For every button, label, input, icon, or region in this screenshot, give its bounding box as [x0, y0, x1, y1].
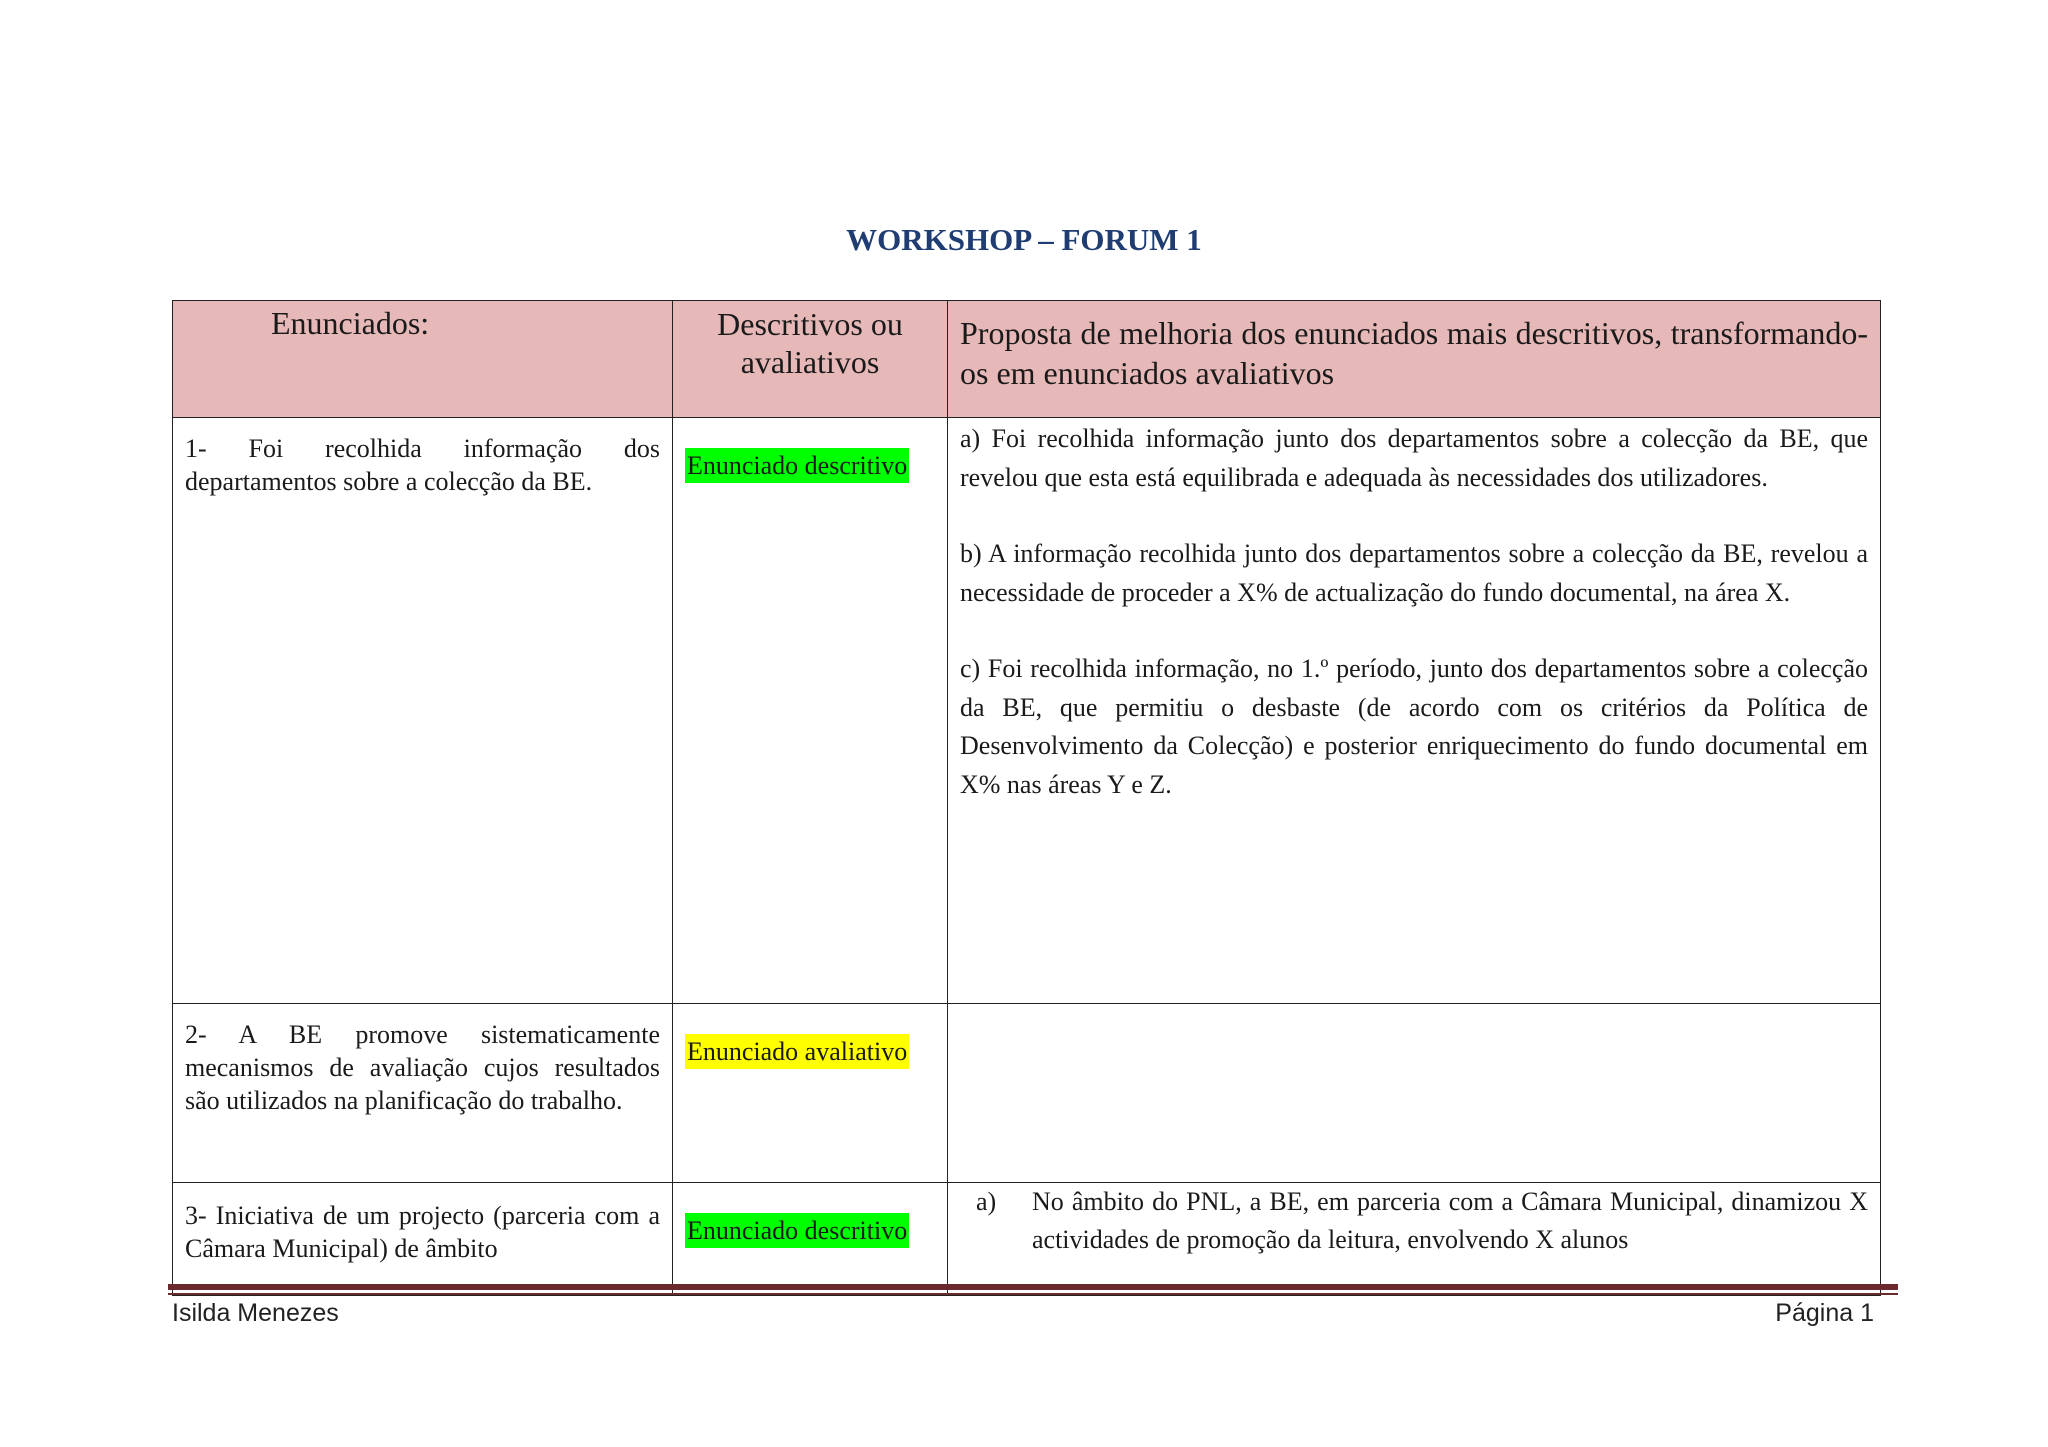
proposal-cell	[948, 1183, 1881, 1296]
proposal-cell	[948, 418, 1881, 1004]
header-enunciados: Enunciados:	[173, 301, 673, 418]
classification-highlight: Enunciado avaliativo	[685, 1034, 909, 1069]
proposal-c: c) Foi recolhida informação, no 1.º período, junto dos departamentos sobre a colecção da BE, que permitiu o desbaste (de acordo com os critérios da Política de Desenvolvimento da Colecção) e posterior enriquecimento do fundo documental em X% nas áreas Y e Z.	[960, 654, 1868, 799]
list-label: a)	[976, 1187, 997, 1216]
statement-cell: 2- A BE promove sistematicamente mecanismos de avaliação cujos resultados são utilizados na planificação do trabalho.	[173, 1004, 673, 1183]
classification-cell	[673, 418, 948, 1004]
table-row	[173, 418, 1881, 1004]
classification-cell	[673, 1004, 948, 1183]
footer-page-number: Página 1	[1775, 1299, 1874, 1327]
table-header-row	[173, 301, 1881, 418]
statement-cell	[173, 1183, 673, 1296]
forum-table	[172, 300, 1881, 1296]
classification-highlight: Enunciado descritivo	[685, 448, 909, 483]
proposal-list-item	[948, 1183, 1880, 1259]
document-title: WORKSHOP – FORUM 1	[846, 222, 1202, 257]
table-row	[173, 1183, 1881, 1296]
table-row	[173, 1004, 1881, 1183]
proposal-b: b) A informação recolhida junto dos departamentos sobre a colecção da BE, revelou a necessidade de proceder a X% de actualização do fundo documental, na área X.	[960, 539, 1868, 607]
classification-cell	[673, 1183, 948, 1296]
header-proposta: Proposta de melhoria dos enunciados mais descritivos, transformando-os em enunciados avaliativos	[948, 301, 1881, 418]
footer-rule-thick	[168, 1284, 1898, 1290]
header-descritivos: Descritivos ou avaliativos	[673, 301, 948, 418]
statement-cell: 1- Foi recolhida informação dos departamentos sobre a colecção da BE.	[173, 418, 673, 1004]
footer-author: Isilda Menezes	[172, 1299, 339, 1327]
footer-rule-thin	[168, 1293, 1898, 1295]
statement-text: 3- Iniciativa de um projecto (parceria com a Câmara Municipal) de âmbito	[185, 1201, 660, 1263]
proposal-a: a) Foi recolhida informação junto dos departamentos sobre a colecção da BE, que revelou que esta está equilibrada e adequada às necessidades dos utilizadores.	[960, 424, 1868, 492]
list-text: No âmbito do PNL, a BE, em parceria com a Câmara Municipal, dinamizou X actividades de promoção da leitura, envolvendo X alunos	[1032, 1187, 1868, 1254]
classification-highlight: Enunciado descritivo	[685, 1213, 909, 1248]
proposal-cell-empty	[948, 1004, 1881, 1183]
